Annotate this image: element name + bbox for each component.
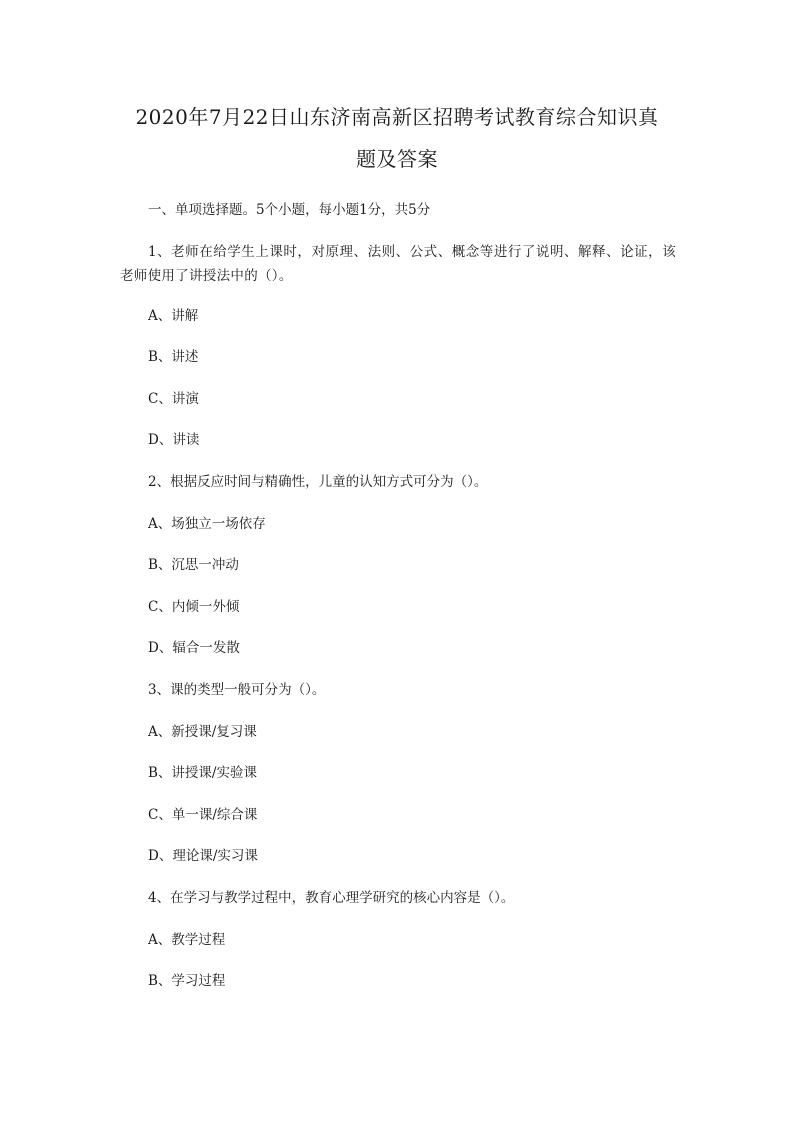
- question-3-option-b: B、讲授课/实验课: [148, 765, 257, 781]
- question-3-option-a: A、新授课/复习课: [148, 724, 257, 740]
- question-2-option-d: D、辐合一发散: [148, 640, 240, 656]
- question-3-option-d: D、理论课/实习课: [148, 848, 258, 864]
- question-4-option-a: A、教学过程: [148, 932, 226, 948]
- question-3-option-c: C、单一课/综合课: [148, 807, 258, 823]
- question-1-option-b: B、讲述: [148, 349, 199, 365]
- document-title-line-1: 2020年7月22日山东济南高新区招聘考试教育综合知识真: [135, 105, 659, 129]
- question-4-option-b: B、学习过程: [148, 973, 226, 989]
- question-1-option-a: A、讲解: [148, 308, 199, 324]
- question-2-option-c: C、内倾一外倾: [148, 599, 240, 615]
- question-2-option-a: A、场独立一场依存: [148, 516, 266, 532]
- question-1-option-d: D、讲读: [148, 432, 200, 448]
- question-1-option-c: C、讲演: [148, 391, 199, 407]
- question-3-stem: 3、课的类型一般可分为（）。: [148, 682, 326, 698]
- document-title-line-2: 题及答案: [356, 147, 438, 171]
- section-heading: 一、单项选择题。5个小题，每小题1分，共5分: [148, 202, 431, 218]
- question-2-stem: 2、根据反应时间与精确性，儿童的认知方式可分为（）。: [148, 474, 488, 490]
- question-1-stem: 1、老师在给学生上课时，对原理、法则、公式、概念等进行了说明、解释、论证，该老师使用了讲授法中的（）。: [120, 244, 676, 284]
- question-4-stem: 4、在学习与教学过程中，教育心理学研究的核心内容是（）。: [148, 890, 515, 906]
- question-2-option-b: B、沉思一冲动: [148, 557, 239, 573]
